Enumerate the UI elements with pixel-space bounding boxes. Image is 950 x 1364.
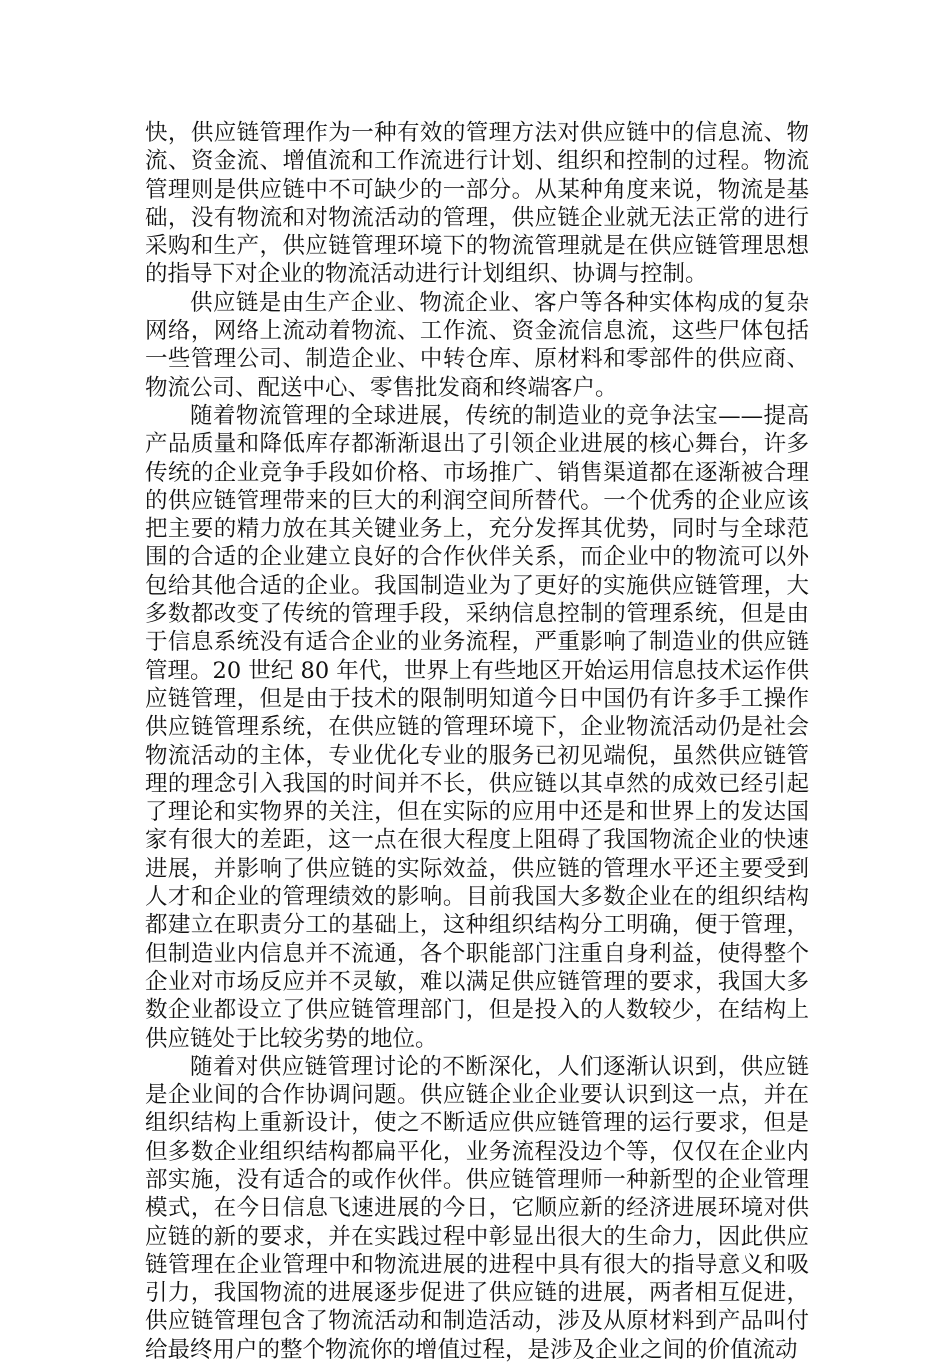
paragraph-1: 快，供应链管理作为一种有效的管理方法对供应链中的信息流、物流、资金流、增值流和工作流进行计划、组织和控制的过程。物流管理则是供应链中不可缺少的一部分。从某种角度来说，物流是基础，没有物流和对物流活动的管理，供应链企业就无法正常的进行采购和生产，供应链管理环境下的物流管理就是在供应链管理思想的指导下对企业的物流活动进行计划组织、协调与控制。 — [145, 120, 809, 288]
paragraph-2: 供应链是由生产企业、物流企业、客户等各种实体构成的复杂网络，网络上流动着物流、工作流、资金流信息流，这些尸体包括一些管理公司、制造企业、中转仓库、原材料和零部件的供应商、物流公司、配送中心、零售批发商和终端客户。 — [145, 289, 809, 401]
paragraph-3: 随着物流管理的全球进展，传统的制造业的竞争法宝——提高产品质量和降低库存都渐渐退出了引领企业进展的核心舞台，许多传统的企业竞争手段如价格、市场推广、销售渠道都在逐渐被合理的供应链管理带来的巨大的利润空间所替代。一个优秀的企业应该把主要的精力放在其关键业务上，充分发挥其优势，同时与全球范围的合适的企业建立良好的合作伙伴关系，而企业中的物流可以外包给其他合适的企业。我国制造业为了更好的实施供应链管理，大多数都改变了传统的管理手段，采纳信息控制的管理系统，但是由于信息系统没有适合企业的业务流程，严重影响了制造业的供应链管理。20 世纪 80 年代，世界上有些地区开始运用信息技术运作供应链管理，但是由于技术的限制明知道今日中国仍有许多手工操作供应链管理系统，在供应链的管理环境下，企业物流活动仍是社会物流活动的主体，专业优化专业的服务已初见端倪，虽然供应链管理的理念引入我国的时间并不长，供应链以其卓然的成效已经引起了理论和实物界的关注，但在实际的应用中还是和世界上的发达国家有很大的差距，这一点在很大程度上阻碍了我国物流企业的快速进展，并影响了供应链的实际效益，供应链的管理水平还主要受到人才和企业的管理绩效的影响。目前我国大多数企业在的组织结构都建立在职责分工的基础上，这种组织结构分工明确，便于管理，但制造业内信息并不流通，各个职能部门注重自身利益，使得整个企业对市场反应并不灵敏，难以满足供应链管理的要求，我国大多数企业都设立了供应链管理部门，但是投入的人数较少，在结构上供应链处于比较劣势的地位。 — [145, 402, 809, 1052]
body-text — [145, 119, 809, 1364]
paragraph-4: 随着对供应链管理讨论的不断深化，人们逐渐认识到，供应链是企业间的合作协调问题。供应链企业企业要认识到这一点，并在组织结构上重新设计，使之不断适应供应链管理的运行要求，但是但多数企业组织结构都扁平化，业务流程没边个等，仅仅在企业内部实施，没有适合的或作伙伴。供应链管理师一种新型的企业管理模式，在今日信息飞速进展的今日，它顺应新的经济进展环境对供应链的新的要求，并在实践过程中彰显出很大的生命力，因此供应链管理在企业管理中和物流进展的进程中具有很大的指导意义和吸引力，我国物流的进展逐步促进了供应链的进展，两者相互促进，供应链管理包含了物流活动和制造活动，涉及从原材料到产品叫付给最终用户的整个物流你的增值过程，是涉及企业之间的价值流动 — [145, 1053, 809, 1363]
